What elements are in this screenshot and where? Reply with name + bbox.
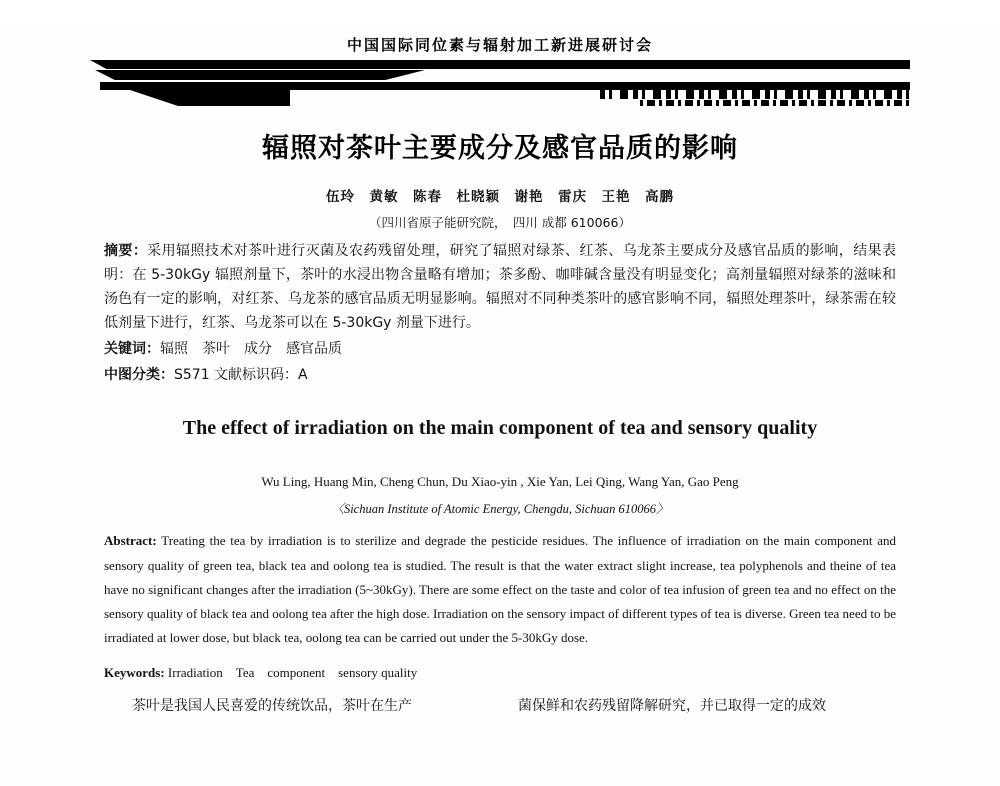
english-abstract-label: Abstract: bbox=[104, 533, 157, 549]
paper-content bbox=[0, 126, 1000, 717]
english-keywords-label: Keywords: bbox=[104, 664, 165, 680]
english-abstract-text: Treating the tea by irradiation is to sterilize and degrade the pesticide residues. The influence of irradiation on the main component and sensory quality of green tea, black tea and oolong tea is studied. The result is that the water extract slight increase, tea polyphenols and theine of tea have no significant changes after the irradiation (5~30kGy). There are some effect on the taste and color of tea infusion of green tea and no effect on the sensory quality of black tea and oolong tea after the high dose. Irradiation on the sensory impact of different types of tea is diverse. Green tea need to be irradiated at lower dose, but black tea, oolong tea can be carried out under the 5-30kGy dose. bbox=[104, 533, 896, 645]
conference-banner bbox=[0, 26, 1000, 104]
chinese-abstract-text: 采用辐照技术对茶叶进行灭菌及农药残留处理，研究了辐照对绿茶、红茶、乌龙茶主要成分及感官品质的影响，结果表明：在 5-30kGy 辐照剂量下，茶叶的水浸出物含量略有增加；茶多酚、咖啡碱含量没有明显变化；高剂量辐照对绿茶的滋味和汤色有一定的影响，对红茶、乌龙茶的感官品质无明显影响。辐照对不同种类茶叶的感官影响不同，辐照处理茶叶，绿茶需在较低剂量下进行，红茶、乌龙茶可以在 5-30kGy 剂量下进行。 bbox=[104, 243, 897, 332]
english-abstract bbox=[104, 529, 896, 649]
banner-barcode-lower bbox=[640, 100, 910, 106]
banner-barcode-upper bbox=[600, 88, 910, 99]
body-column-right: 菌保鲜和农药残留降解研究，并已取得一定的成效 bbox=[518, 697, 826, 714]
chinese-clc-label: 中图分类： bbox=[104, 367, 174, 384]
chinese-keywords-text: 辐照 茶叶 成分 感官品质 bbox=[160, 341, 342, 358]
english-keywords bbox=[104, 662, 896, 681]
english-title: The effect of irradiation on the main component of tea and sensory quality bbox=[182, 417, 818, 440]
english-keywords-text: Irradiation Tea component sensory quality bbox=[164, 664, 418, 680]
english-affiliation: 〈Sichuan Institute of Atomic Energy, Chengdu, Sichuan 610066〉 bbox=[331, 502, 669, 517]
chinese-affiliation: （四川省原子能研究院， 四川 成都 610066） bbox=[369, 215, 631, 230]
chinese-clc bbox=[104, 363, 896, 387]
conference-title: 中国国际同位素与辐射加工新进展研讨会 bbox=[346, 36, 653, 54]
chinese-abstract bbox=[104, 239, 896, 335]
banner-wedge bbox=[95, 70, 425, 80]
chinese-title: 辐照对茶叶主要成分及感官品质的影响 bbox=[262, 133, 738, 164]
chinese-keywords bbox=[104, 337, 896, 361]
chinese-abstract-label: 摘要： bbox=[104, 243, 148, 259]
english-authors: Wu Ling, Huang Min, Cheng Chun, Du Xiao-yin , Xie Yan, Lei Qing, Wang Yan, Gao Peng bbox=[261, 474, 739, 490]
banner-bar-top bbox=[90, 60, 910, 69]
chinese-authors: 伍玲 黄敏 陈春 杜晓颖 谢艳 雷庆 王艳 高鹏 bbox=[326, 189, 674, 205]
body-columns bbox=[104, 695, 896, 717]
paper-page bbox=[0, 26, 1000, 786]
banner-triangle bbox=[130, 90, 290, 106]
chinese-keywords-label: 关键词： bbox=[104, 341, 160, 358]
chinese-clc-text: S571 文献标识码：A bbox=[174, 367, 308, 384]
body-column-left: 茶叶是我国人民喜爱的传统饮品，茶叶在生产 bbox=[132, 697, 412, 714]
